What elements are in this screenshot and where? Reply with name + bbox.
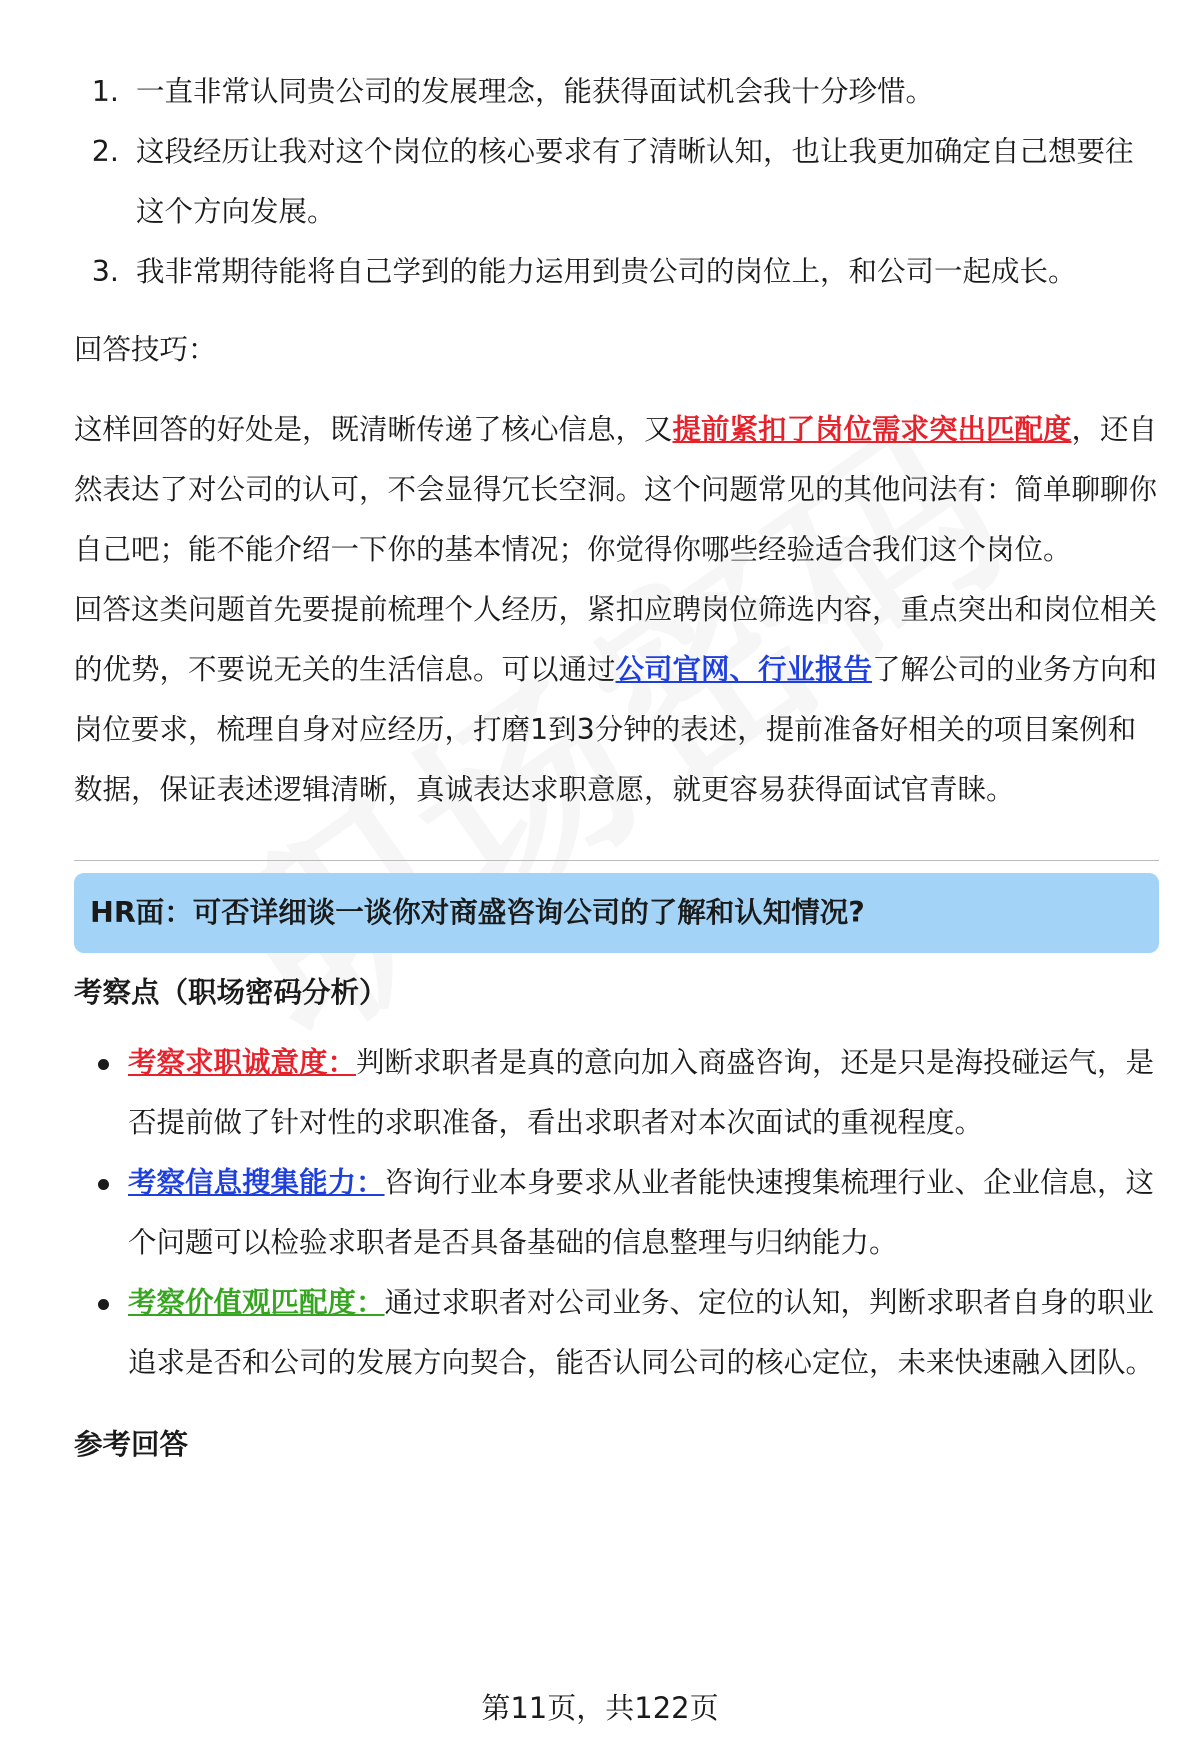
bullet-icon [98,1059,109,1070]
assess-point-label: 考察信息搜集能力： [128,1166,385,1199]
assess-point-label: 考察价值观匹配度： [128,1286,385,1319]
tips-label: 回答技巧： [74,333,217,366]
tips-text: ，还自然表达了对公司的认可，不会显得冗长空洞。这个问题常见的其他问法有：简单聊聊你自己吧；能不能介绍一下你的基本情况；你觉得你哪些经验适合我们这个岗位。 [74,413,1158,566]
assess-title: 考察点（职场密码分析） [74,976,388,1009]
page-number: 第11页，共122页 [481,1691,719,1725]
section-divider [74,860,1159,861]
tips-text: 了解公司的业务方向和岗位要求，梳理自身对应经历，打磨1到3分钟的表述，提前准备好相关的项目案例和数据，保证表述逻辑清晰，真诚表达求职意愿，就更容易获得面试官青睐。 [74,653,1158,806]
assess-point [128,1273,1159,1393]
tips-paragraph-1 [74,400,1159,580]
bullet-icon [98,1179,109,1190]
bullet-icon [98,1299,109,1310]
list-item: 1. 一直非常认同贵公司的发展理念，能获得面试机会我十分珍惜。 [128,62,1159,122]
tips-text: 回答这类问题首先要提前梳理个人经历，紧扣应聘岗位筛选内容，重点突出和岗位相关的优势，不要说无关的生活信息。可以通过 [74,593,1158,686]
page-content [74,62,1159,1475]
assess-point-text: 咨询行业本身要求从业者能快速搜集梳理行业、企业信息，这个问题可以检验求职者是否具备基础的信息整理与归纳能力。 [128,1166,1155,1259]
tips-text: 这样回答的好处是，既清晰传递了核心信息，又 [74,413,673,446]
highlight-red: 提前紧扣了岗位需求突出匹配度 [672,413,1072,446]
highlight-blue: 公司官网、行业报告 [615,653,873,686]
hr-question-box: HR面：可否详细谈一谈你对商盛咨询公司的了解和认知情况? [74,873,1159,953]
reference-title: 参考回答 [74,1428,189,1461]
list-item: 2. 这段经历让我对这个岗位的核心要求有了清晰认知，也让我更加确定自己想要往这个方向发展。 [128,122,1159,242]
assess-point-text: 判断求职者是真的意向加入商盛咨询，还是只是海投碰运气，是否提前做了针对性的求职准备，看出求职者对本次面试的重视程度。 [128,1046,1155,1139]
list-item: 3. 我非常期待能将自己学到的能力运用到贵公司的岗位上，和公司一起成长。 [128,242,1159,302]
assess-point-text: 通过求职者对公司业务、定位的认知，判断求职者自身的职业追求是否和公司的发展方向契合，能否认同公司的核心定位，未来快速融入团队。 [128,1286,1155,1379]
assess-points [74,1033,1159,1393]
tips-paragraph-2 [74,580,1159,820]
assess-point [128,1033,1159,1153]
assess-point-label: 考察求职诚意度： [128,1046,357,1079]
intro-list [74,62,1159,302]
assess-point [128,1153,1159,1273]
